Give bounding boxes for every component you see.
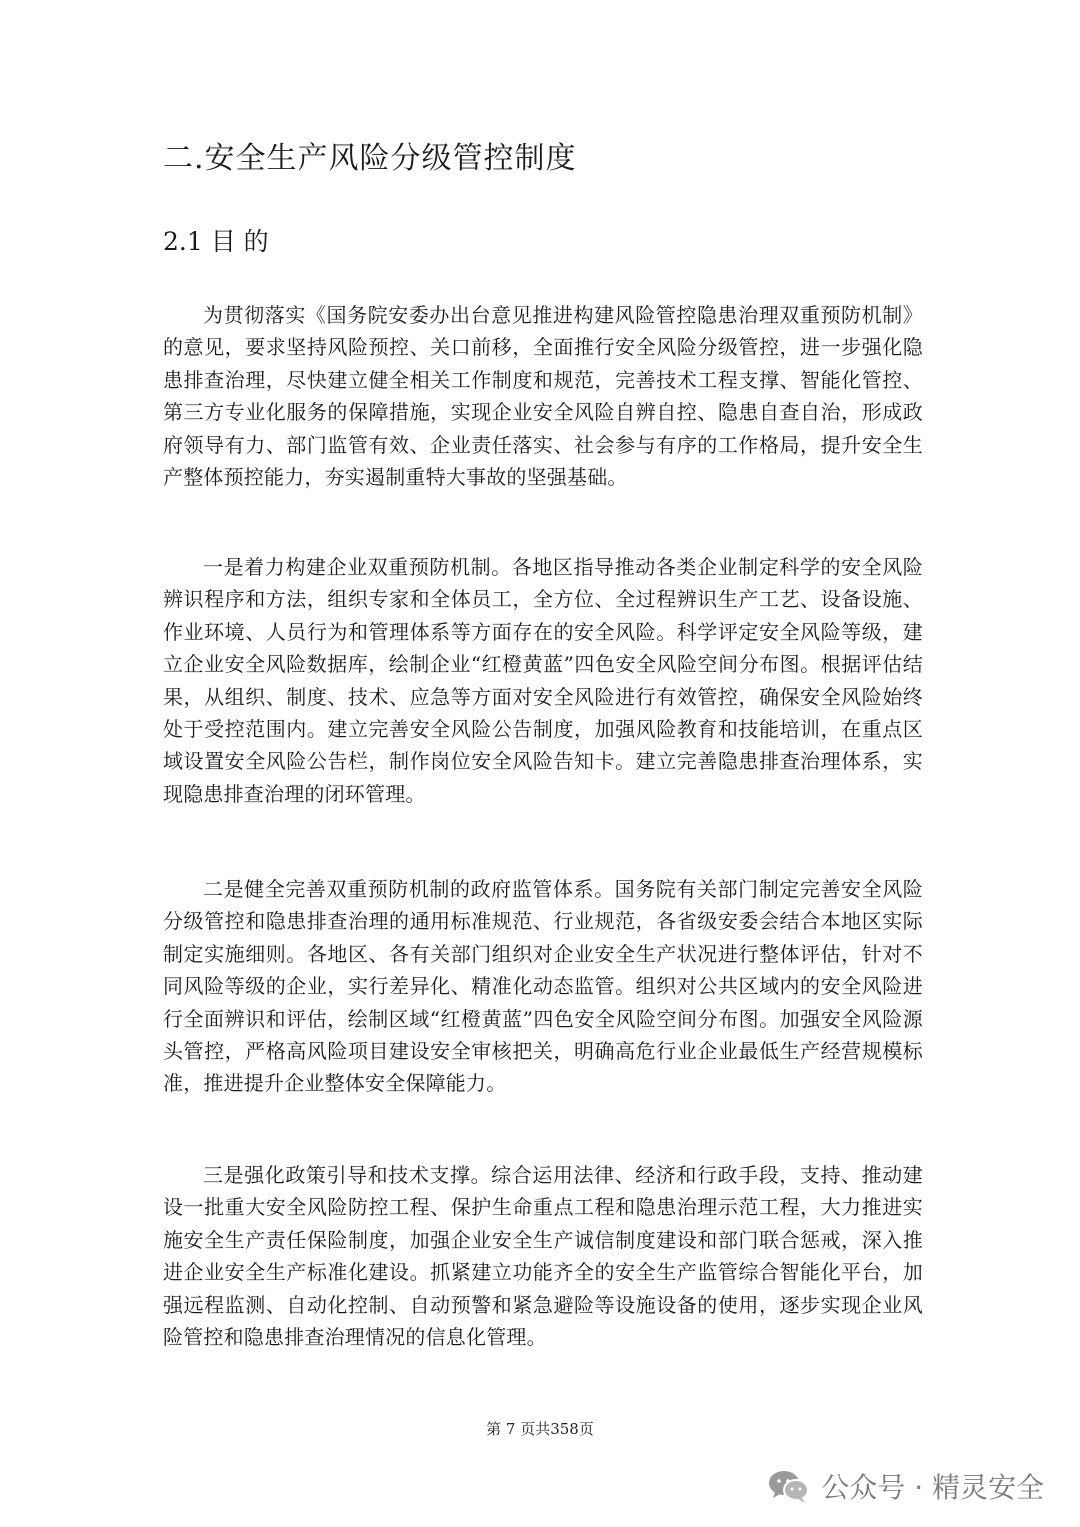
section-heading: 二.安全生产风险分级管控制度 [163,141,577,176]
watermark-text: 公众号 · 精灵安全 [821,1471,1044,1504]
subsection-heading: 2.1 目 的 [163,227,269,256]
paragraph-point-three: 三是强化政策引导和技术支撑。综合运用法律、经济和行政手段，支持、推动建设一批重大安全风险防控工程、保护生命重点工程和隐患治理示范工程，大力推进实施安全生产责任保险制度，加强企业安全生产诚信制度建设和部门联合惩戒，深入推进企业安全生产标准化建设。抓紧建立功能齐全的安全生产监管综合智能化平台，加强远程监测、自动化控制、自动预警和紧急避险等设施设备的使用，逐步实现企业风险管控和隐患排查治理情况的信息化管理。 [163,1163,923,1350]
watermark [767,1466,1044,1506]
paragraph-purpose: 为贯彻落实《国务院安委办出台意见推进构建风险管控隐患治理双重预防机制》的意见，要求坚持风险预控、关口前移，全面推行安全风险分级管控，进一步强化隐患排查治理，尽快建立健全相关工作制度和规范，完善技术工程支撑、智能化管控、第三方专业化服务的保障措施，实现企业安全风险自辨自控、隐患自查自治，形成政府领导有力、部门监管有效、企业责任落实、社会参与有序的工作格局，提升安全生产整体预控能力，夯实遏制重特大事故的坚强基础。 [163,303,923,490]
page-number-footer: 第 7 页共358页 [486,1420,594,1438]
paragraph-point-two: 二是健全完善双重预防机制的政府监管体系。国务院有关部门制定完善安全风险分级管控和隐患排查治理的通用标准规范、行业规范，各省级安委会结合本地区实际制定实施细则。各地区、各有关部门组织对企业安全生产状况进行整体评估，针对不同风险等级的企业，实行差异化、精准化动态监管。组织对公共区域内的安全风险进行全面辨识和评估，绘制区域“红橙黄蓝”四色安全风险空间分布图。加强安全风险源头管控，严格高风险项目建设安全审核把关，明确高危行业企业最低生产经营规模标准，推进提升企业整体安全保障能力。 [163,877,923,1096]
paragraph-point-one: 一是着力构建企业双重预防机制。各地区指导推动各类企业制定科学的安全风险辨识程序和方法，组织专家和全体员工，全方位、全过程辨识生产工艺、设备设施、作业环境、人员行为和管理体系等方面存在的安全风险。科学评定安全风险等级，建立企业安全风险数据库，绘制企业“红橙黄蓝”四色安全风险空间分布图。根据评估结果，从组织、制度、技术、应急等方面对安全风险进行有效管控，确保安全风险始终处于受控范围内。建立完善安全风险公告制度，加强风险教育和技能培训，在重点区域设置安全风险公告栏，制作岗位安全风险告知卡。建立完善隐患排查治理体系，实现隐患排查治理的闭环管理。 [163,555,923,806]
wechat-icon [767,1468,811,1504]
